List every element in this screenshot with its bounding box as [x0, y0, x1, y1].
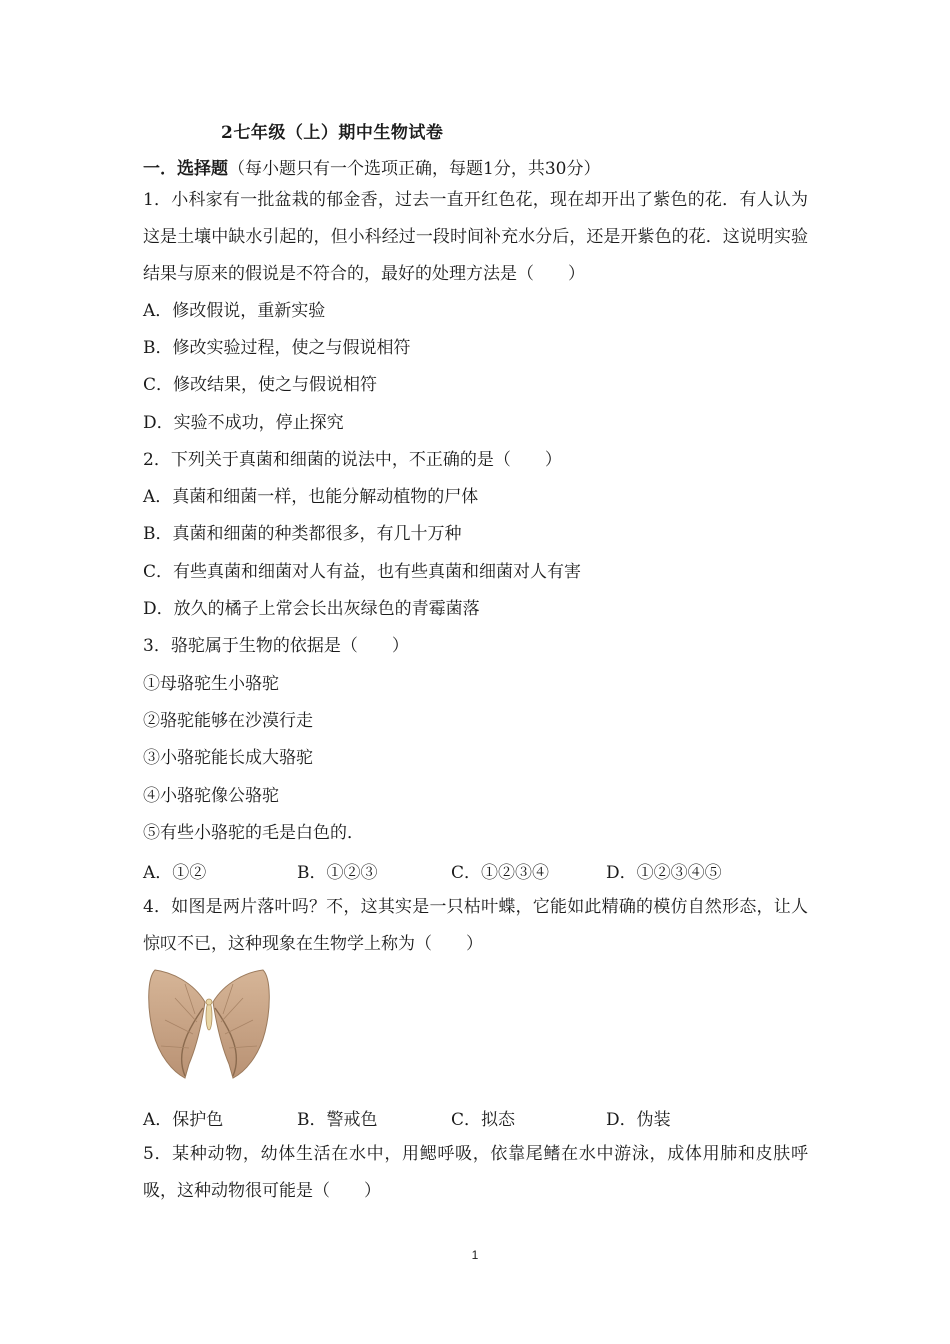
page-number: 1 [471, 1248, 479, 1262]
question-2-option-a: A．真菌和细菌一样，也能分解动植物的尸体 [143, 487, 479, 507]
dead-leaf-butterfly-image [145, 968, 273, 1080]
question-3-option-d: D．①②③④⑤ [606, 863, 722, 883]
question-1-option-c: C．修改结果，使之与假说相符 [143, 375, 378, 395]
question-3-option-b: B．①②③ [297, 863, 378, 883]
question-1-option-b: B．修改实验过程，使之与假说相符 [143, 338, 411, 358]
question-3-option-c: C．①②③④ [451, 863, 550, 883]
question-4-option-c: C．拟态 [451, 1110, 516, 1130]
question-1-option-a: A．修改假说，重新实验 [143, 301, 326, 321]
question-2-option-c: C．有些真菌和细菌对人有益，也有些真菌和细菌对人有害 [143, 562, 582, 582]
question-3-item: ③小骆驼能长成大骆驼 [143, 748, 313, 768]
question-3-option-a: A．①② [143, 863, 207, 883]
question-2-stem: 2．下列关于真菌和细菌的说法中，不正确的是（ ） [143, 450, 562, 470]
question-4-option-b: B．警戒色 [297, 1110, 378, 1130]
section-heading [143, 154, 600, 179]
question-2-option-d: D．放久的橘子上常会长出灰绿色的青霉菌落 [143, 599, 480, 619]
question-1-option-d: D．实验不成功，停止探究 [143, 413, 344, 433]
question-3-item: ②骆驼能够在沙漠行走 [143, 711, 313, 731]
section-heading-label: 一．选择题 [143, 159, 228, 179]
question-4-option-a: A．保护色 [143, 1110, 224, 1130]
question-4-stem: 4．如图是两片落叶吗？不，这其实是一只枯叶蝶，它能如此精确的模仿自然形态，让人惊叹不已，这种现象在生物学上称为（ ） [143, 897, 808, 954]
section-heading-note: （每小题只有一个选项正确，每题1分，共30分） [228, 159, 601, 179]
question-4-options [143, 1105, 671, 1130]
question-3-options [143, 858, 722, 883]
question-4-option-d: D．伪装 [606, 1110, 671, 1130]
exam-title: 2七年级（上）期中生物试卷 [221, 123, 444, 143]
question-3-item: ⑤有些小骆驼的毛是白色的． [143, 823, 364, 843]
question-5-stem: 5．某种动物，幼体生活在水中，用鳃呼吸，依靠尾鳍在水中游泳，成体用肺和皮肤呼吸，这种动物很可能是（ ） [143, 1144, 808, 1201]
question-3-stem: 3．骆驼属于生物的依据是（ ） [143, 636, 409, 656]
question-3-item: ④小骆驼像公骆驼 [143, 786, 279, 806]
question-1-stem: 1．小科家有一批盆栽的郁金香，过去一直开红色花，现在却开出了紫色的花．有人认为这是土壤中缺水引起的，但小科经过一段时间补充水分后，还是开紫色的花．这说明实验结果与原来的假说是不符合的，最好的处理方法是（ ） [143, 190, 808, 284]
question-3-item: ①母骆驼生小骆驼 [143, 674, 279, 694]
question-2-option-b: B．真菌和细菌的种类都很多，有几十万种 [143, 524, 462, 544]
